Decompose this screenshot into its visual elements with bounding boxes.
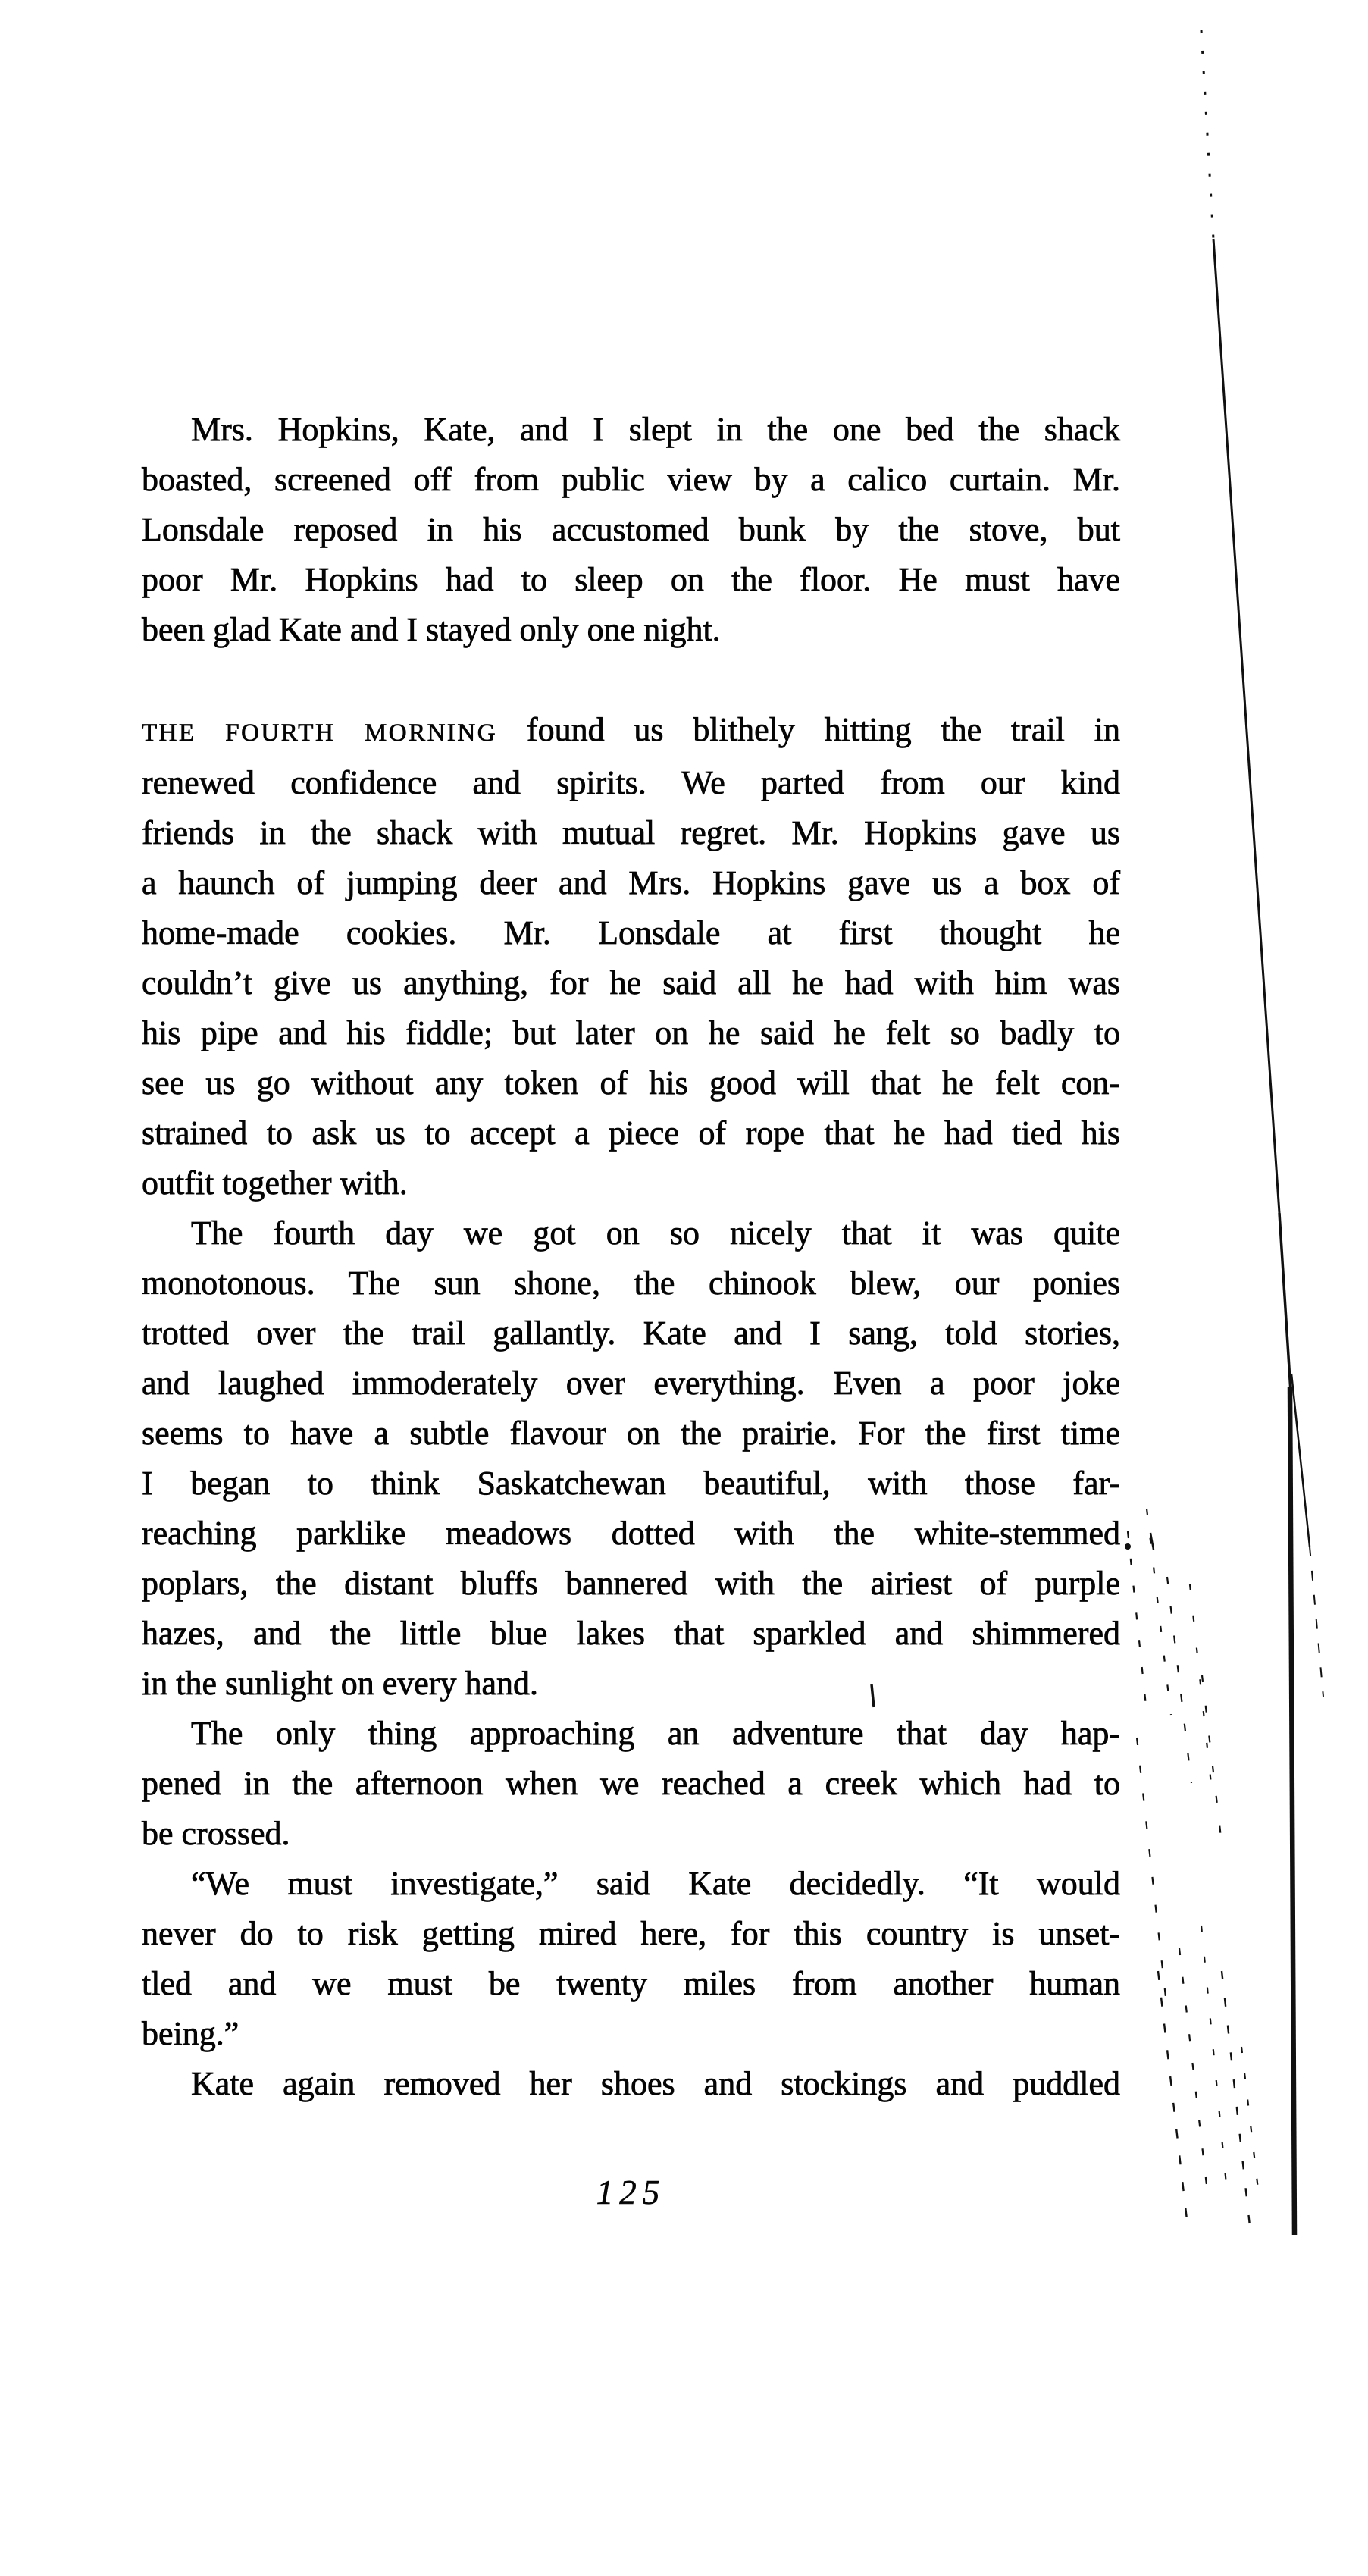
text-block xyxy=(142,405,1120,2109)
text-line: renewed confidence and spirits. We parted from our kind xyxy=(142,764,1120,801)
text-line: friends in the shack with mutual regret. Mr. Hopkins gave us xyxy=(142,814,1120,851)
text-line: been glad Kate and I stayed only one night. xyxy=(142,611,721,648)
text-line: in the sunlight on every hand. xyxy=(142,1665,539,1702)
speckle-dash xyxy=(1128,1531,1146,1706)
text-line: monotonous. The sun shone, the chinook blew, our ponies xyxy=(142,1264,1120,1302)
text-line: being.” xyxy=(142,2015,239,2052)
text-line: never do to risk getting mired here, for this country is unset- xyxy=(142,1915,1120,1952)
speckle-dash xyxy=(1202,1675,1222,1844)
stray-dot xyxy=(1125,1543,1131,1550)
paragraph-4 xyxy=(142,1709,1120,1859)
speckle-dash xyxy=(1158,1971,1188,2233)
paragraph-3 xyxy=(142,1208,1120,1709)
stray-tick xyxy=(1150,1533,1154,1550)
text-line: The fourth day we got on so nicely that it was quite xyxy=(191,1214,1120,1252)
speckle-dash xyxy=(1147,1509,1171,1715)
text-line: tled and we must be twenty miles from another human xyxy=(142,1965,1120,2002)
text-line: poplars, the distant bluffs bannered with the airiest of purple xyxy=(142,1565,1120,1602)
text-line: his pipe and his fiddle; but later on he said he felt so badly to xyxy=(142,1014,1120,1051)
paragraph-6 xyxy=(142,2059,1120,2109)
paragraph-1 xyxy=(142,405,1120,655)
text-line: seems to have a subtle flavour on the prairie. For the first time xyxy=(142,1415,1120,1452)
paragraph-5 xyxy=(142,1859,1120,2059)
text-line: and laughed immoderately over everything. Even a poor joke xyxy=(142,1365,1120,1402)
speckle-dash xyxy=(1179,1948,1207,2185)
text-line: reaching parklike meadows dotted with the white-stemmed xyxy=(142,1515,1120,1552)
page-edge-line-thick xyxy=(1290,1387,1294,2235)
text-line: see us go without any token of his good will that he felt con- xyxy=(142,1064,1120,1102)
text-line: pened in the afternoon when we reached a creek which had to xyxy=(142,1765,1120,1802)
speckle-dash xyxy=(1167,1577,1191,1783)
speckle-dash xyxy=(1201,1926,1228,2200)
text-line: “We must investigate,” said Kate decidedly. “It would xyxy=(191,1865,1120,1902)
speckle-dash xyxy=(1222,1971,1251,2233)
text-line: Kate again removed her shoes and stockings and puddled xyxy=(191,2065,1120,2102)
section-lead-smallcaps: THE FOURTH MORNING xyxy=(142,719,498,747)
text-line: Lonsdale reposed in his accustomed bunk by the stove, but xyxy=(142,511,1120,548)
text-line: home-made cookies. Mr. Lonsdale at first thought he xyxy=(142,914,1120,951)
text-line: hazes, and the little blue lakes that sparkled and shimmered xyxy=(142,1615,1120,1652)
text-line: Mrs. Hopkins, Kate, and I slept in the one bed the shack xyxy=(191,411,1120,448)
page-number: 125 xyxy=(596,2173,666,2211)
text-line: I began to think Saskatchewan beautiful, with those far- xyxy=(142,1465,1120,1502)
text-line: trotted over the trail gallantly. Kate and I sang, told stories, xyxy=(142,1315,1120,1352)
text-line: be crossed. xyxy=(142,1815,290,1852)
text-line: poor Mr. Hopkins had to sleep on the floor. He must have xyxy=(142,561,1120,598)
text-line: outfit together with. xyxy=(142,1164,408,1202)
speckle-dash xyxy=(1190,1584,1213,1798)
text-line: strained to ask us to accept a piece of rope that he had tied his xyxy=(142,1114,1120,1152)
text-line: a haunch of jumping deer and Mrs. Hopkins gave us a box of xyxy=(142,864,1120,901)
page-edge-line xyxy=(1213,239,1279,1213)
page-edge-line xyxy=(1279,1213,1291,1392)
page-edge-line-branch xyxy=(1291,1374,1310,1547)
speckle-dash xyxy=(1137,1738,1167,2010)
text-line: The only thing approaching an adventure that day hap- xyxy=(191,1715,1120,1752)
paragraph-2 xyxy=(142,705,1120,1208)
text-line: boasted, screened off from public view by a calico curtain. Mr. xyxy=(142,461,1120,498)
page-edge-line-branch-dashed xyxy=(1310,1547,1323,1697)
page-edge-line-dotted xyxy=(1201,30,1213,239)
text-line xyxy=(142,705,1120,758)
text-line: couldn’t give us anything, for he said all he had with him was xyxy=(142,964,1120,1001)
speckle-dash xyxy=(1241,2047,1260,2202)
section-lead-rest: found us blithely hitting the trail in xyxy=(497,711,1120,748)
